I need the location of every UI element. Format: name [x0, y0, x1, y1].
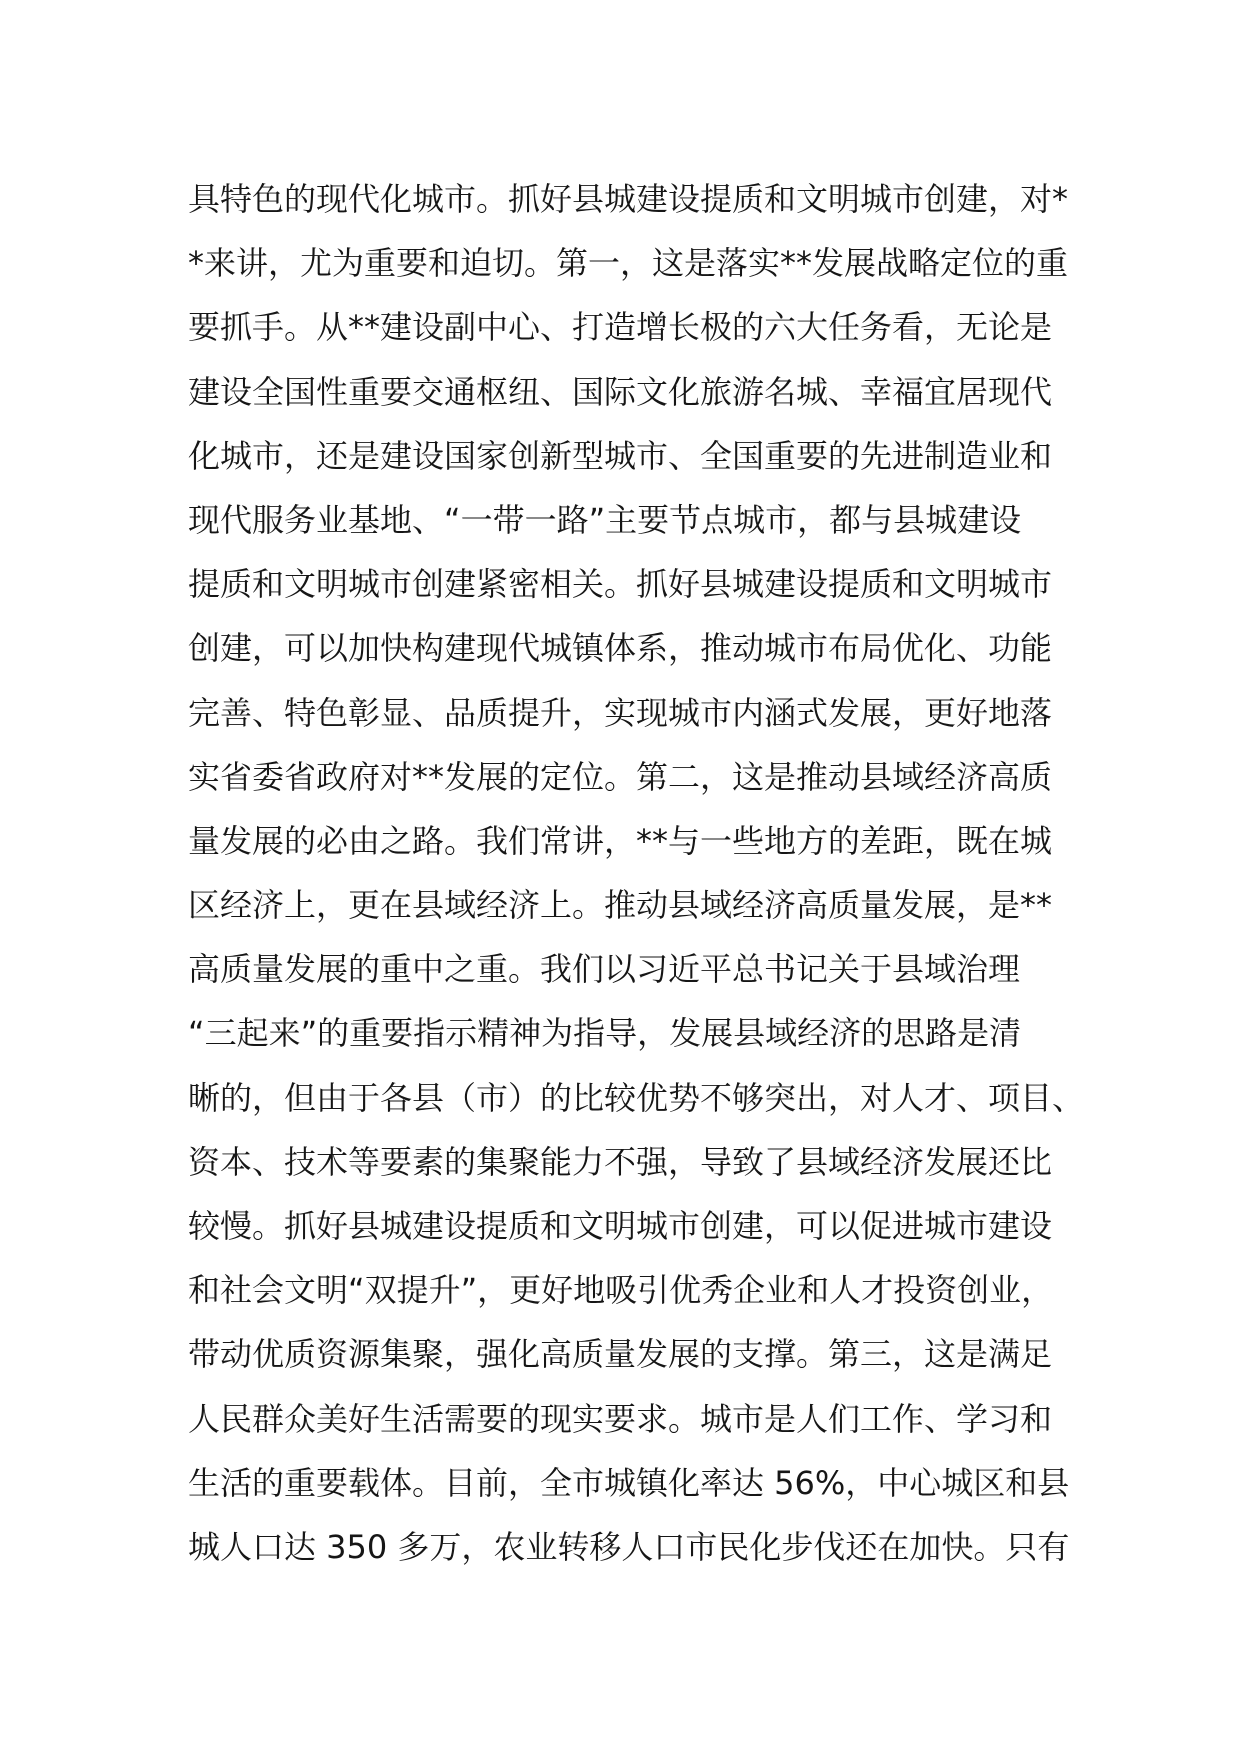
text-line: 资本、技术等要素的集聚能力不强，导致了县域经济发展还比: [188, 1142, 1053, 1181]
text-line: 带动优质资源集聚，强化高质量发展的支撑。第三，这是满足: [188, 1335, 1053, 1374]
text-line: 生活的重要载体。目前，全市城镇化率达 56%，中心城区和县: [188, 1463, 1070, 1502]
text-line: 完善、特色彰显、品质提升，实现城市内涵式发展，更好地落: [188, 693, 1053, 732]
body-paragraph: [188, 167, 1088, 1579]
text-line: 具特色的现代化城市。抓好县城建设提质和文明城市创建，对*: [188, 180, 1069, 218]
text-line: 晰的，但由于各县（市）的比较优势不够突出，对人才、项目、: [188, 1078, 1085, 1117]
text-line: 量发展的必由之路。我们常讲，**与一些地方的差距，既在城: [188, 821, 1053, 860]
text-line: 和社会文明“双提升”，更好地吸引优秀企业和人才投资创业，: [188, 1271, 1054, 1310]
text-line: 化城市，还是建设国家创新型城市、全国重要的先进制造业和: [188, 436, 1053, 475]
text-line: 提质和文明城市创建紧密相关。抓好县城建设提质和文明城市: [188, 565, 1053, 604]
text-line: “三起来”的重要指示精神为指导，发展县域经济的思路是清: [188, 1014, 1022, 1053]
text-line: 人民群众美好生活需要的现实要求。城市是人们工作、学习和: [188, 1399, 1053, 1438]
text-line: 高质量发展的重中之重。我们以习近平总书记关于县域治理: [188, 950, 1021, 989]
text-line: 创建，可以加快构建现代城镇体系，推动城市布局优化、功能: [188, 629, 1053, 668]
text-line: 区经济上，更在县域经济上。推动县域经济高质量发展，是**: [188, 886, 1053, 925]
text-line: 现代服务业基地、“一带一路”主要节点城市，都与县城建设: [188, 500, 1022, 539]
text-line: 城人口达 350 多万，农业转移人口市民化步伐还在加快。只有: [188, 1527, 1070, 1566]
text-line: *来讲，尤为重要和迫切。第一，这是落实**发展战略定位的重: [188, 244, 1069, 283]
text-line: 较慢。抓好县城建设提质和文明城市创建，可以促进城市建设: [188, 1207, 1053, 1245]
text-line: 实省委省政府对**发展的定位。第二，这是推动县域经济高质: [188, 757, 1053, 796]
text-line: 建设全国性重要交通枢纽、国际文化旅游名城、幸福宜居现代: [188, 372, 1053, 411]
text-line: 要抓手。从**建设副中心、打造增长极的六大任务看，无论是: [188, 308, 1053, 347]
